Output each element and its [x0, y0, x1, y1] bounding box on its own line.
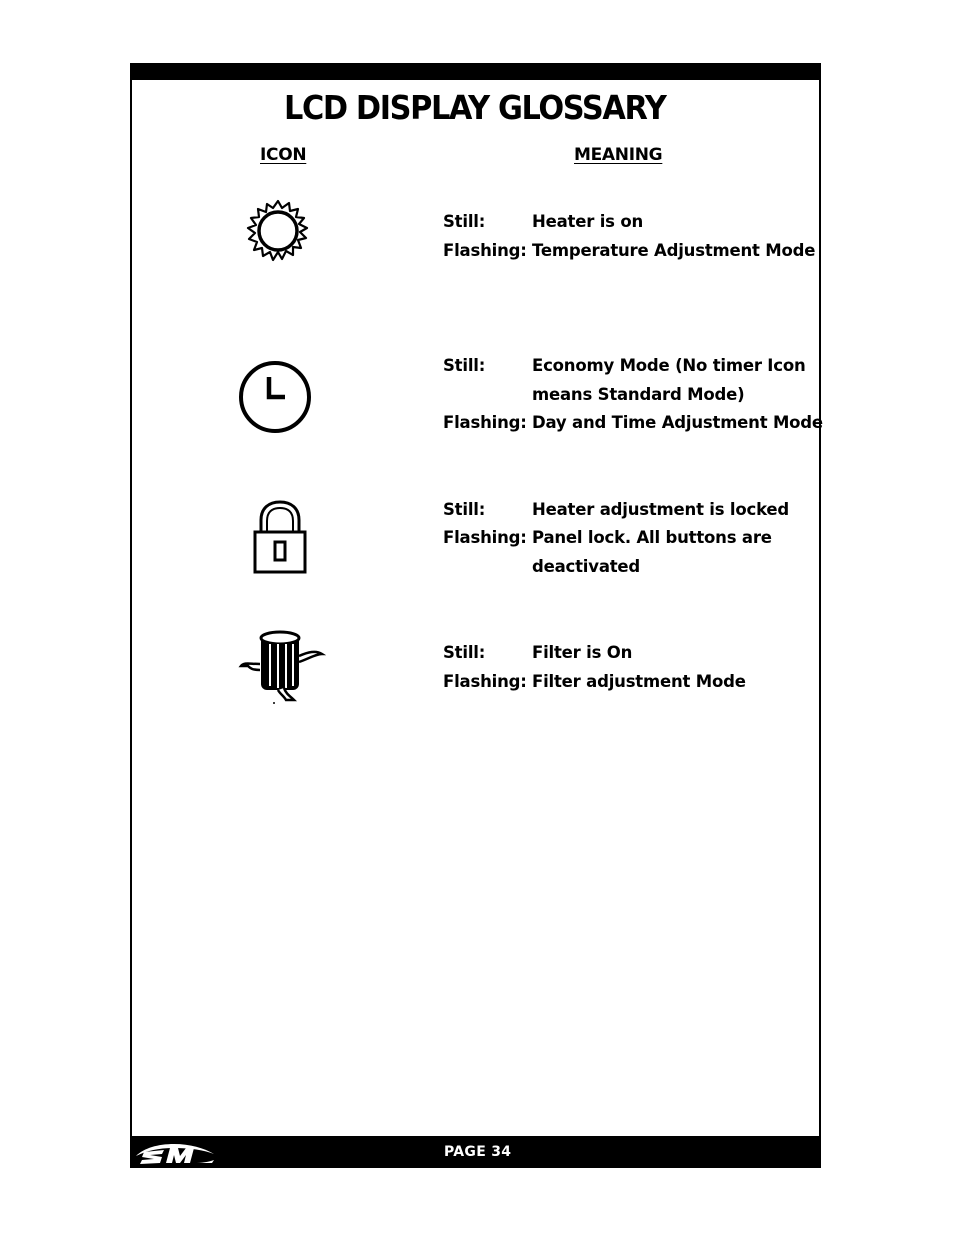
page-number: PAGE 34 — [444, 1144, 512, 1160]
clock-icon — [236, 360, 314, 434]
still-meaning: Economy Mode (No timer Icon — [532, 356, 806, 375]
filter-icon — [238, 628, 326, 706]
flashing-label: Flashing: — [443, 528, 527, 547]
flashing-meaning: Filter adjustment Mode — [532, 672, 746, 691]
flashing-label: Flashing: — [443, 241, 527, 260]
still-meaning: Heater is on — [532, 212, 643, 231]
sm-logo-icon — [134, 1138, 216, 1168]
meaning-column-header: MEANING — [574, 145, 663, 165]
flashing-label: Flashing: — [443, 672, 527, 691]
flashing-meaning-continued: deactivated — [532, 557, 641, 576]
icon-column-header: ICON — [260, 145, 307, 165]
flashing-label: Flashing: — [443, 413, 527, 432]
still-label: Still: — [443, 212, 486, 231]
flashing-meaning: Day and Time Adjustment Mode — [532, 413, 823, 432]
lock-icon — [250, 500, 310, 576]
still-label: Still: — [443, 500, 486, 519]
still-meaning-continued: means Standard Mode) — [532, 385, 745, 404]
still-label: Still: — [443, 356, 486, 375]
flashing-meaning: Panel lock. All buttons are — [532, 528, 772, 547]
sun-icon — [240, 195, 316, 267]
top-bar — [130, 63, 821, 80]
still-label: Still: — [443, 643, 486, 662]
still-meaning: Heater adjustment is locked — [532, 500, 790, 519]
still-meaning: Filter is On — [532, 643, 633, 662]
flashing-meaning: Temperature Adjustment Mode — [532, 241, 816, 260]
page-title: LCD DISPLAY GLOSSARY — [284, 88, 666, 127]
